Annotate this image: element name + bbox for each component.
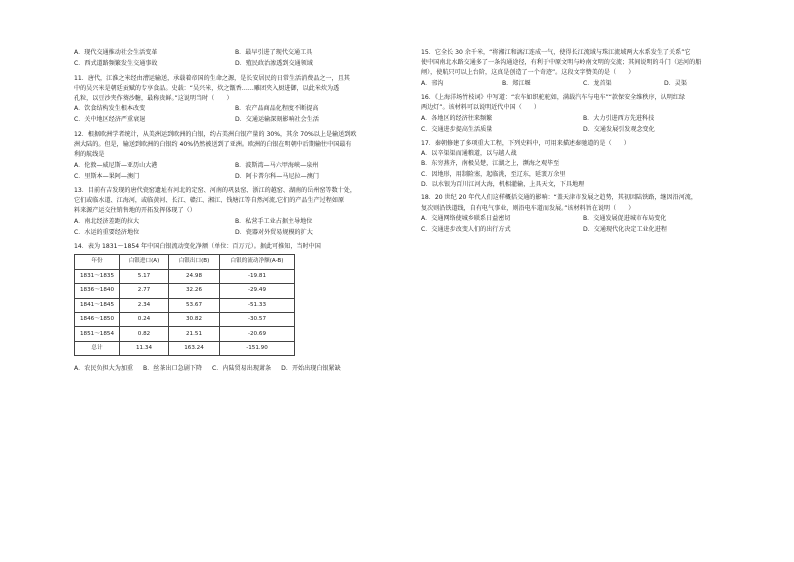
q15-stem [421,48,745,79]
q10-options-row2 [74,59,396,70]
q15-options [421,79,745,90]
table-cell: -151.90 [220,341,295,355]
q15-stem-line: 15．它全长 30 余千米，“将湘江和漓江连成一气，使得长江流域与珠江流域两大水系发生了关系”它 [421,49,691,56]
q11-stem-line: 11．唐代，江淮之米经由漕运输送，承载着帝国的生命之源，是长安居民的日常生活消费品之一，且其 [74,74,350,82]
q17-option-a[interactable]: A．以辛渠渠而通粮道，以与越人战 [421,150,517,158]
q15-stem-line: 闸），使航只可以上台阶，这真是创造了一个奇迹”。这段文字赞美的是（ ） [421,69,635,77]
q13-stem-line: 它们或临水道、江海河，或临黄河、长江、赣江、湘江、钱塘江等自然河流,它们的产品生产过程如原 [74,196,345,204]
q12-option-b[interactable]: B．波斯湾—马六甲海峡—泉州 [235,161,319,169]
table-cell: 11.34 [120,341,169,355]
table-cell: 1846～1850 [75,313,120,327]
q11-options [74,104,396,115]
q10-options [74,48,396,59]
q11-option-c[interactable]: C．关中地区经济严重衰退 [74,116,146,124]
table-row [75,284,295,298]
q12-stem [74,130,396,161]
q13-stem [74,186,396,217]
q13-option-b[interactable]: B．私营手工业占据主导地位 [235,217,313,225]
q18-stem-line: 18．20 世纪 20 年代人们这样概括交通的影响：“盖天津市发展之趋势，其初因陆铁路，继因沿河流， [421,194,697,202]
table-cell: -29.49 [220,284,295,298]
table-cell: 1831～1835 [75,269,120,283]
q11-stem-line: 中的吴兴米是朝廷贡赋的专享食品。史载：“吴兴米，炊之甑香……雕团夹入厨进御，以此米炊为透 [74,84,340,92]
table-cell: 1841～1845 [75,298,120,312]
q11-stem [74,74,396,105]
table-cell: 1836～1840 [75,284,120,298]
table-cell: 总计 [75,341,120,355]
q18-options-row2 [421,225,745,236]
q14-option-c[interactable]: C．内陆贸易出现萧条 [212,365,272,373]
table-cell: 0.82 [120,327,169,341]
q14-stem: 14．表为 1831～1854 年中国白银流动变化净额（单位：百万元）。据此可推知，当时中国 [74,242,321,250]
q12-options-row2 [74,171,396,182]
table-header-cell: 白银进口(A) [120,254,169,269]
q15-option-a[interactable]: A．邗沟 [421,79,444,87]
q15-stem-line: 使中国南北水路交通多了一条沟通途径，有利于中原文明与岭南文明的交流；其间说明的斗门（运河的船 [421,59,702,67]
q16-option-d[interactable]: D．交通发展引发观念变化 [583,125,655,133]
table-cell: 21.51 [169,327,220,341]
table-header-cell: 年份 [75,254,120,269]
q16-options [421,113,745,124]
q12-options [74,160,396,171]
table-cell: 5.17 [120,269,169,283]
q17-option-b[interactable]: B．东穷燕齐，南极吴楚，江湖之上，濒海之观毕至 [421,160,560,168]
q11-option-a[interactable]: A．饮食结构发生根本改变 [74,105,146,113]
q10-option-b[interactable]: B．最早引进了现代交通工具 [235,49,313,57]
q11-stem-line: 孔粒，以豆沙夹作葵沙糖，最称贵鲜。”这说明当时（ ） [74,94,233,102]
left-column [74,48,396,374]
right-column [421,48,745,236]
q17-option-d[interactable]: D．以水银为百川江河大海，机相灌输，上具天文，下具地理 [421,180,585,188]
q18-stem [421,193,745,213]
table-cell: -20.69 [220,327,295,341]
table-cell: 53.67 [169,298,220,312]
q16-stem [421,93,745,113]
table-row [75,298,295,312]
table-cell: 32.26 [169,284,220,298]
q14-options [74,364,396,374]
q18-option-d[interactable]: D．交通现代化决定工业化进程 [583,226,667,234]
table-cell: 2.34 [120,298,169,312]
q17-stem-line: 17．秦朝修建了多项重大工程，下列史料中，可用来描述秦驰道的是（ ） [421,139,630,147]
table-cell: 1851～1854 [75,327,120,341]
q15-option-b[interactable]: B．郑江堰 [502,79,531,87]
table-cell: -30.57 [220,313,295,327]
table-row-total [75,341,295,355]
q16-stem-line: 两边灯”。该材料可以说明近代中国（ ） [421,104,540,112]
q13-stem-line: 料来源产运交往销售地的开拓发挥体现了（） [74,207,196,214]
q15-option-d[interactable]: D．灵渠 [664,79,687,87]
q18-options [421,214,745,225]
q12-stem-line: 利的航线是 [74,150,105,158]
q14-option-a[interactable]: A．农民负担大为加重 [74,365,134,373]
table-row [75,313,295,327]
q16-options-row2 [421,124,745,135]
table-cell: -19.81 [220,269,295,283]
q18-option-c[interactable]: C．交通进步改变人们的出行方式 [421,226,511,234]
table-header-row [75,254,295,269]
table-cell: 0.24 [120,313,169,327]
table-cell: 24.98 [169,269,220,283]
q12-option-c[interactable]: C．里斯本—果阿—澳门 [74,172,140,180]
q17-option-c[interactable]: C．因地形，用制险塞，起临洮，至辽东，延袤万余里 [421,170,566,178]
q15-option-c[interactable]: C．龙首渠 [583,79,612,87]
q10-option-a[interactable]: A．现代交通推动社会生活变革 [74,49,158,57]
q18-stem-line: 复次则沿铁道线，自有电气事业，则沿电车道而发展。”该材料旨在说明（ ） [421,204,635,212]
q11-option-b[interactable]: B．农产品商品化程度不断提高 [235,105,319,113]
q16-option-b[interactable]: B．大力引进西方先进科技 [583,114,655,122]
q18-option-b[interactable]: B．交通发展促进城市布局变化 [583,215,667,223]
q12-option-d[interactable]: D．阿卡普尔科—马尼拉—澳门 [235,172,319,180]
q12-option-a[interactable]: A．伦敦—威尼斯—亚历山大港 [74,161,158,169]
q13-options [74,216,396,227]
q10-option-d[interactable]: D．殖民政治渗透到交通领域 [235,60,313,68]
q11-option-d[interactable]: D．交通运输深刻影响社会生活 [235,116,319,124]
table-row [75,327,295,341]
q18-option-a[interactable]: A．交通网络使城乡联系日益密切 [421,215,511,223]
q13-option-c[interactable]: C．水运的重要经济地位 [74,228,140,236]
q13-option-d[interactable]: D．瓷器对外贸易规模的扩大 [235,228,313,236]
silver-flow-table [74,254,295,356]
table-cell: 163.24 [169,341,220,355]
table-header-cell: 白银的流动净额(A-B) [220,254,295,269]
q14-option-b[interactable]: B．丝茶出口急剧下降 [143,365,203,373]
q12-stem-line: 洲大陆的。但是，输送到欧洲的白银约 40%仍然被送到了亚洲。欧洲的白银在明朝中后期输往中国最有 [74,140,352,148]
q16-stem-line: 16．《上海洋场竹枝词》中写道：“农车如织驼驼如，满载汽车与电车”“款保安全维秩序，认明红绿 [421,94,686,102]
table-cell: -51.33 [220,298,295,312]
q13-options-row2 [74,227,396,238]
table-cell: 2.77 [120,284,169,298]
table-cell: 30.82 [169,313,220,327]
table-row [75,269,295,283]
q16-option-a[interactable]: A．各地区的经济往来频繁 [421,114,493,122]
q11-options-row2 [74,115,396,126]
q16-option-c[interactable]: C．交通进步提高生活质量 [421,125,493,133]
q17-stem [421,139,745,149]
q13-stem-line: 13．目前有吉发现的唐代瓷窑遗址有河北的定窑、河南的巩县窑、浙江的越窑、湖南的岳州窑等数十处， [74,186,356,194]
q12-stem-line: 12．根据欧洲学者统计，从美洲运到欧洲的白银，约占美洲白银产量的 30%，其余 70%以上是输送到欧 [74,130,357,138]
q14-option-d[interactable]: D．开始出现白银紧缺 [281,365,341,373]
q13-option-a[interactable]: A．南北经济差距的拉大 [74,217,140,225]
table-header-cell: 白银出口(B) [169,254,220,269]
q10-option-c[interactable]: C．西式道路频繁发生交通事故 [74,60,158,68]
